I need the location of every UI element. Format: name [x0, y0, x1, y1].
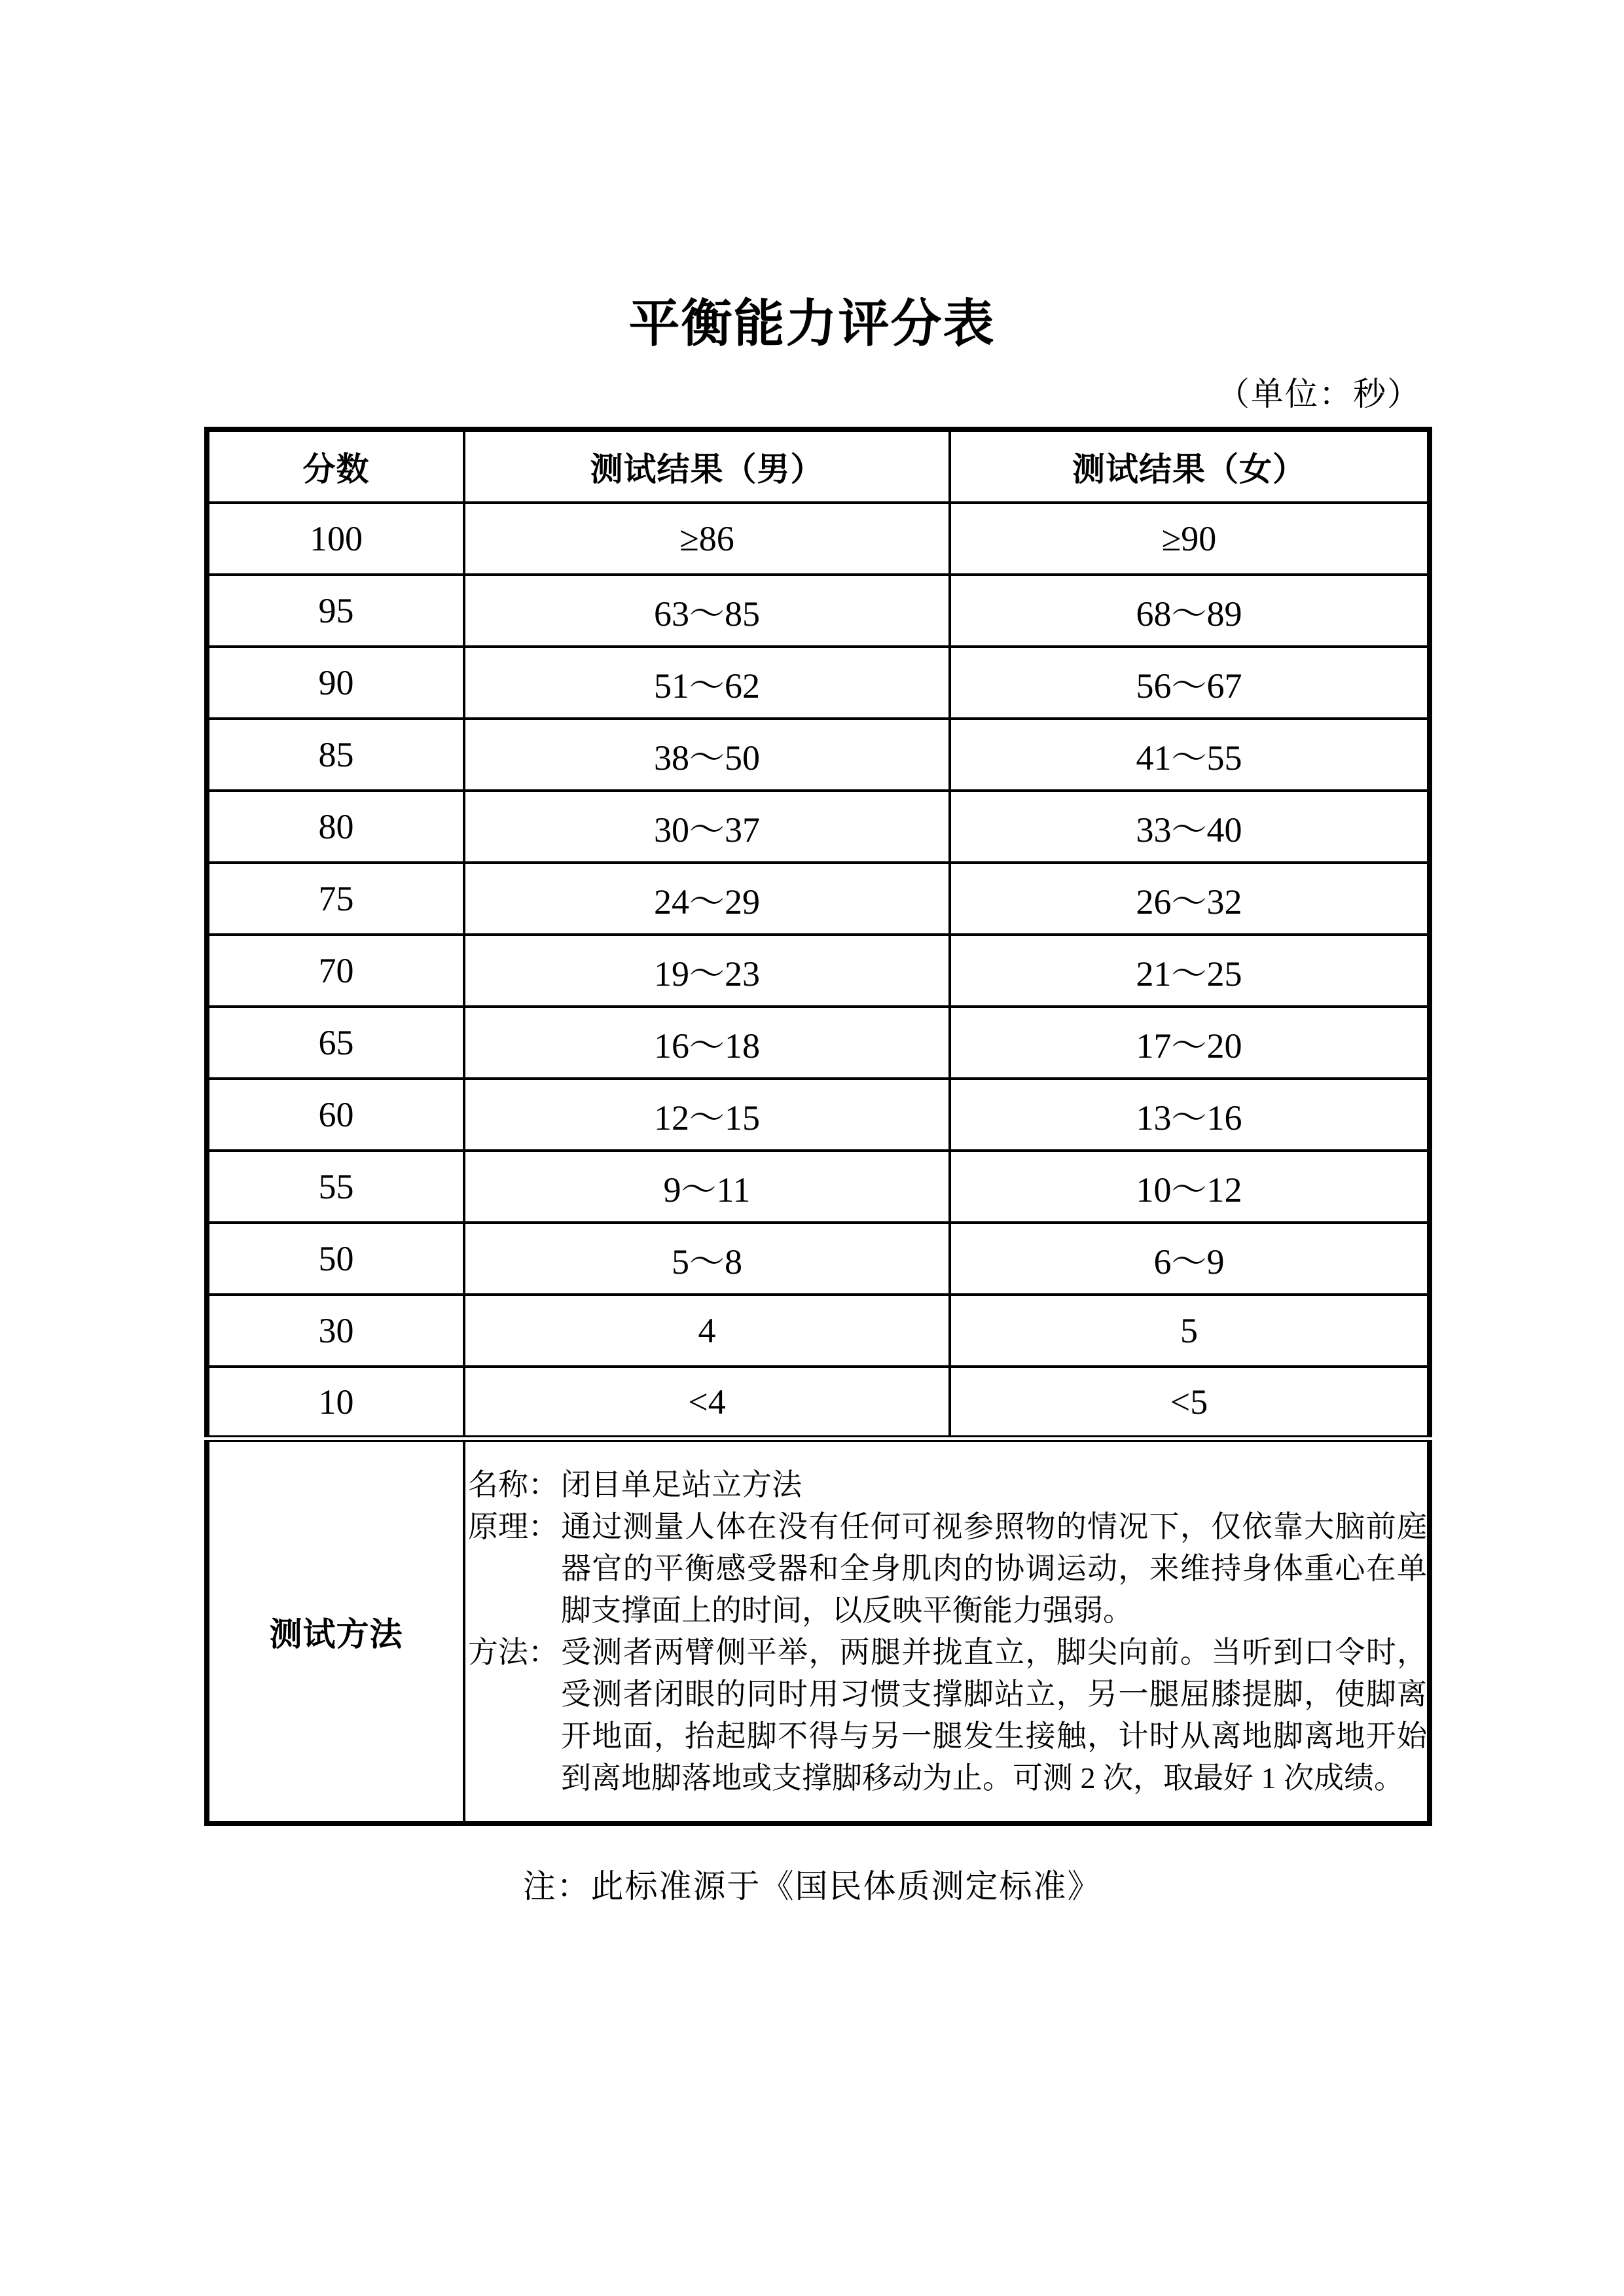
male-result-cell: 5～8: [464, 1223, 950, 1295]
score-cell: 65: [207, 1007, 464, 1079]
method-item: [465, 1506, 1427, 1632]
table-row: [207, 791, 1430, 863]
female-result-cell: 41～55: [950, 719, 1430, 791]
male-result-cell: <4: [464, 1367, 950, 1439]
male-result-cell: 9～11: [464, 1151, 950, 1223]
female-result-cell: <5: [950, 1367, 1430, 1439]
score-cell: 55: [207, 1151, 464, 1223]
female-result-cell: 13～16: [950, 1079, 1430, 1151]
header-result-female: 测试结果（女）: [950, 429, 1430, 503]
method-item: [465, 1464, 1427, 1506]
unit-note: （单位：秒）: [1217, 376, 1421, 412]
method-label-cell: 测试方法: [207, 1439, 464, 1823]
male-result-cell: ≥86: [464, 503, 950, 575]
table-row: [207, 719, 1430, 791]
footnote: 注：此标准源于《国民体质测定标准》: [522, 1868, 1102, 1905]
score-cell: 60: [207, 1079, 464, 1151]
male-result-cell: 16～18: [464, 1007, 950, 1079]
table-row: [207, 575, 1430, 647]
score-cell: 90: [207, 647, 464, 719]
score-cell: 50: [207, 1223, 464, 1295]
female-result-cell: 21～25: [950, 935, 1430, 1007]
male-result-cell: 19～23: [464, 935, 950, 1007]
table-row: [207, 1007, 1430, 1079]
table-row: [207, 1151, 1430, 1223]
method-item-text: 通过测量人体在没有任何可视参照物的情况下，仅依靠大脑前庭器官的平衡感受器和全身肌肉的协调运动，来维持身体重心在单脚支撑面上的时间，以反映平衡能力强弱。: [561, 1509, 1427, 1627]
male-result-cell: 24～29: [464, 863, 950, 935]
method-item-text: 受测者两臂侧平举，两腿并拢直立，脚尖向前。当听到口令时，受测者闭眼的同时用习惯支撑脚站立，另一腿屈膝提脚，使脚离开地面，抬起脚不得与另一腿发生接触，计时从离地脚离地开始到离地脚落地或支撑脚移动为止。可测 2 次，取最好 1 次成绩。: [561, 1635, 1427, 1795]
method-row: [207, 1439, 1430, 1823]
table-row: [207, 1223, 1430, 1295]
female-result-cell: 5: [950, 1295, 1430, 1367]
header-score: 分数: [207, 429, 464, 503]
female-result-cell: ≥90: [950, 503, 1430, 575]
method-item-label: 名称：: [468, 1467, 558, 1501]
female-result-cell: 68～89: [950, 575, 1430, 647]
score-cell: 30: [207, 1295, 464, 1367]
method-content-cell: [464, 1439, 1430, 1823]
table-row: [207, 1295, 1430, 1367]
male-result-cell: 30～37: [464, 791, 950, 863]
female-result-cell: 10～12: [950, 1151, 1430, 1223]
score-cell: 70: [207, 935, 464, 1007]
score-cell: 95: [207, 575, 464, 647]
male-result-cell: 51～62: [464, 647, 950, 719]
female-result-cell: 56～67: [950, 647, 1430, 719]
method-item-label: 方法：: [468, 1635, 558, 1669]
header-row: [207, 429, 1430, 503]
score-cell: 75: [207, 863, 464, 935]
table-row: [207, 863, 1430, 935]
female-result-cell: 6～9: [950, 1223, 1430, 1295]
female-result-cell: 17～20: [950, 1007, 1430, 1079]
table-row: [207, 1079, 1430, 1151]
page-title: 平衡能力评分表: [628, 294, 996, 353]
female-result-cell: 26～32: [950, 863, 1430, 935]
score-cell: 80: [207, 791, 464, 863]
header-result-male: 测试结果（男）: [464, 429, 950, 503]
method-item-text: 闭目单足站立方法: [561, 1467, 802, 1501]
balance-score-table: [204, 427, 1432, 1826]
female-result-cell: 33～40: [950, 791, 1430, 863]
method-item: [465, 1632, 1427, 1799]
table-row: [207, 647, 1430, 719]
table-row: [207, 503, 1430, 575]
table-row: [207, 935, 1430, 1007]
male-result-cell: 4: [464, 1295, 950, 1367]
male-result-cell: 38～50: [464, 719, 950, 791]
table-row: [207, 1367, 1430, 1439]
male-result-cell: 63～85: [464, 575, 950, 647]
score-cell: 10: [207, 1367, 464, 1439]
method-item-label: 原理：: [468, 1509, 558, 1543]
male-result-cell: 12～15: [464, 1079, 950, 1151]
score-cell: 100: [207, 503, 464, 575]
score-cell: 85: [207, 719, 464, 791]
